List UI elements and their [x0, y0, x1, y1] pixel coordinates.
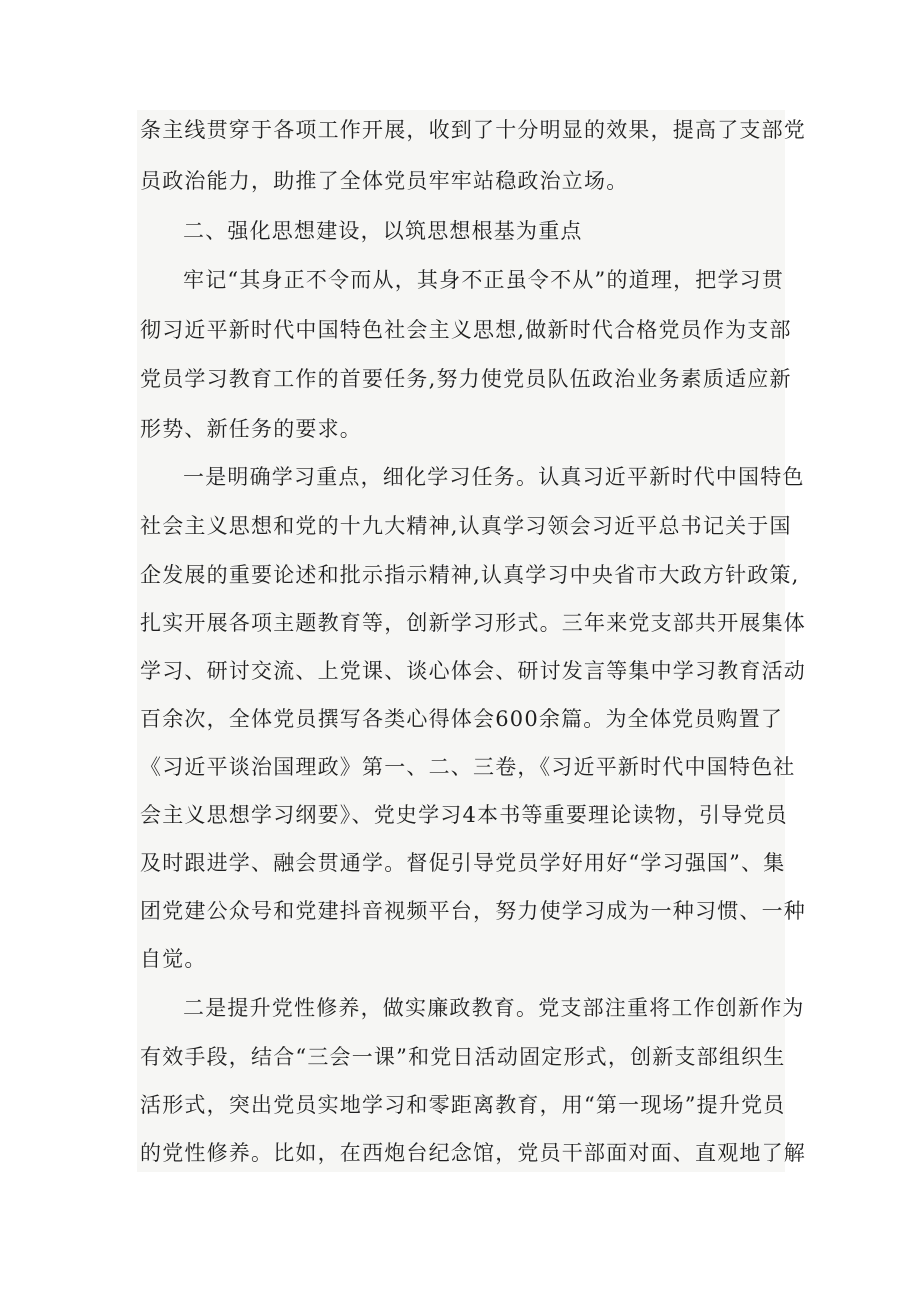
paragraph-line: 的党性修养。比如，在西炮台纪念馆，党员干部面对面、直观地了解 — [140, 1141, 806, 1165]
section-heading: 二、强化思想建设，以筑思想根基为重点 — [183, 219, 583, 243]
paragraph-line: 二是提升党性修养，做实廉政教育。党支部注重将工作创新作为 — [183, 996, 805, 1020]
paragraph-line: 团党建公众号和党建抖音视频平台，努力使学习成为一种习惯、一种 — [140, 899, 806, 923]
paragraph-line: 社会主义思想和党的十九大精神,认真学习领会习近平总书记关于国 — [140, 514, 792, 538]
paragraph-line: 彻习近平新时代中国特色社会主义思想,做新时代合格党员作为支部 — [140, 318, 792, 342]
paragraph-line: 条主线贯穿于各项工作开展，收到了十分明显的效果，提高了支部党 — [140, 118, 806, 142]
paragraph-line: 牢记“其身正不令而从，其身不正虽令不从”的道理，把学习贯 — [183, 268, 785, 292]
paragraph-line: 活形式，突出党员实地学习和零距离教育，用“第一现场”提升党员 — [140, 1093, 786, 1117]
paragraph-line: 一是明确学习重点，细化学习任务。认真习近平新时代中国特色 — [183, 465, 805, 489]
paragraph-line: 及时跟进学、融会贯通学。督促引导党员学好用好“学习强国”、集 — [140, 851, 786, 875]
paragraph-line: 学习、研讨交流、上党课、谈心体会、研讨发言等集中学习教育活动 — [140, 659, 806, 683]
paragraph-line: 党员学习教育工作的首要任务,努力使党员队伍政治业务素质适应新 — [140, 367, 792, 391]
paragraph-line: 形势、新任务的要求。 — [140, 417, 362, 441]
paragraph-line: 企发展的重要论述和批示指示精神,认真学习中央省市大政方针政策, — [140, 563, 800, 587]
paragraph-line: 《习近平谈治国理政》第一、二、三卷，《习近平新时代中国特色社 — [140, 755, 796, 779]
paragraph-line: 扎实开展各项主题教育等，创新学习形式。三年来党支部共开展集体 — [140, 611, 806, 635]
paragraph-line: 员政治能力，助推了全体党员牢牢站稳政治立场。 — [140, 169, 629, 193]
paragraph-line: 会主义思想学习纲要》、党史学习4本书等重要理论读物，引导党员 — [140, 803, 788, 827]
paragraph-line: 自觉。 — [140, 947, 207, 971]
paragraph-line: 百余次，全体党员撰写各类心得体会600余篇。为全体党员购置了 — [140, 707, 784, 731]
paragraph-line: 有效手段，结合“三会一课”和党日活动固定形式，创新支部组织生 — [140, 1045, 786, 1069]
